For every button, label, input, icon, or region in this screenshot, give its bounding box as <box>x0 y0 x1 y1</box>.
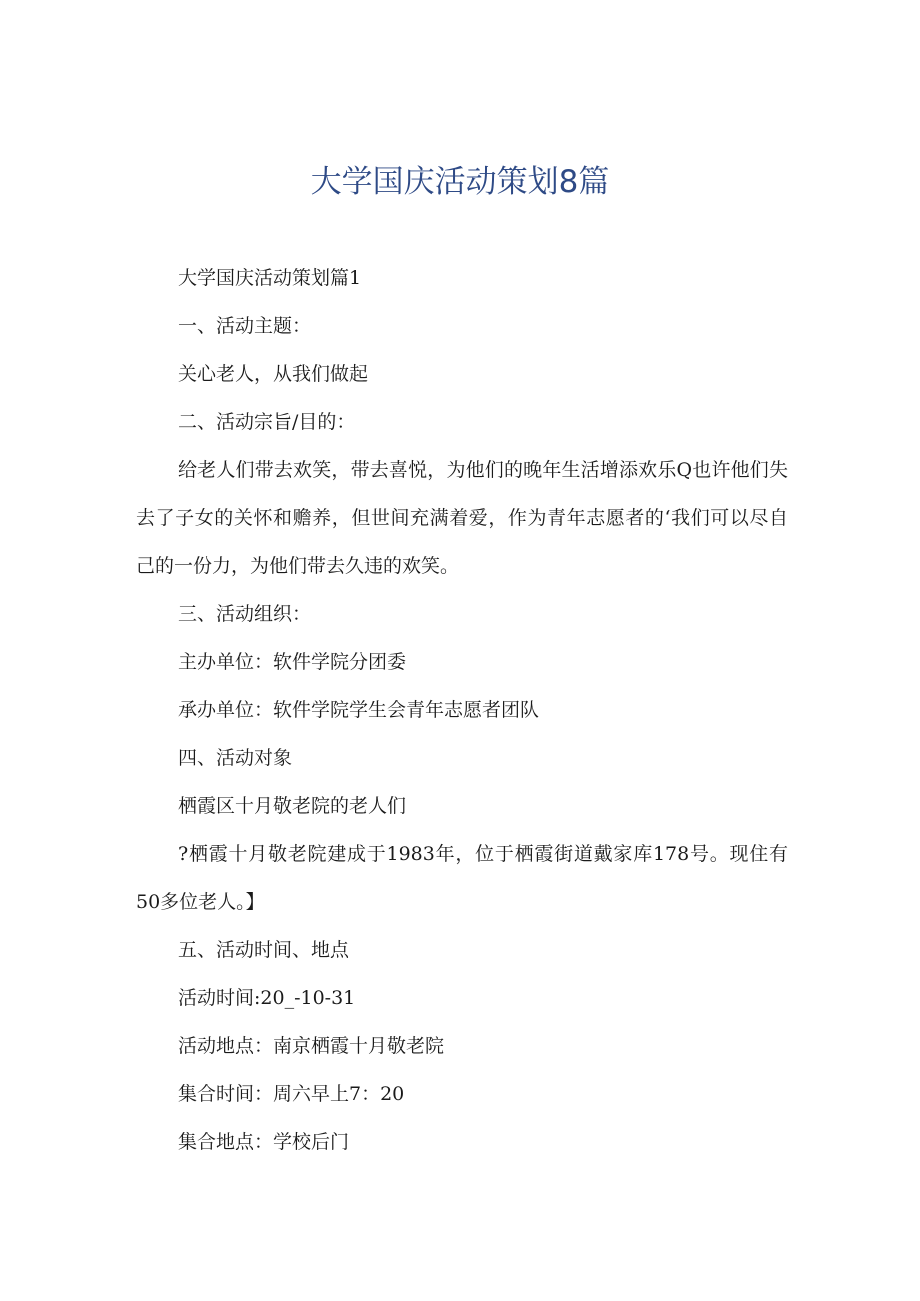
theme-text: 关心老人，从我们做起 <box>178 363 369 385</box>
host-unit: 主办单位：软件学院分团委 <box>178 651 407 673</box>
purpose-heading: 二、活动宗旨/目的： <box>178 411 356 433</box>
target-text: 栖霞区十月敬老院的老人们 <box>178 795 407 817</box>
theme-heading: 一、活动主题： <box>178 315 312 337</box>
gather-place: 集合地点：学校后门 <box>178 1131 350 1153</box>
activity-time: 活动时间:20_-10-31 <box>178 987 356 1009</box>
target-heading: 四、活动对象 <box>178 747 293 769</box>
gather-time: 集合时间：周六早上7：20 <box>178 1083 405 1105</box>
purpose-text: 给老人们带去欢笑，带去喜悦，为他们的晚年生活增添欢乐Q也许他们失去了子女的关怀和赡养，但世间充满着爱，作为青年志愿者的‘我们可以尽自己的一份力，为他们带去久违的欢笑。 <box>136 459 788 577</box>
time-place-heading: 五、活动时间、地点 <box>178 939 350 961</box>
organization-heading: 三、活动组织： <box>178 603 312 625</box>
section-heading: 大学国庆活动策划篇1 <box>178 267 362 289</box>
organizer-unit: 承办单位：软件学院学生会青年志愿者团队 <box>178 699 540 721</box>
document-title: 大学国庆活动策划8篇 <box>310 164 610 200</box>
activity-place: 活动地点：南京栖霞十月敬老院 <box>178 1035 445 1057</box>
document-body <box>136 254 788 1166</box>
target-description: ?栖霞十月敬老院建成于1983年，位于栖霞街道戴家库178号。现住有50多位老人。】 <box>136 843 788 913</box>
